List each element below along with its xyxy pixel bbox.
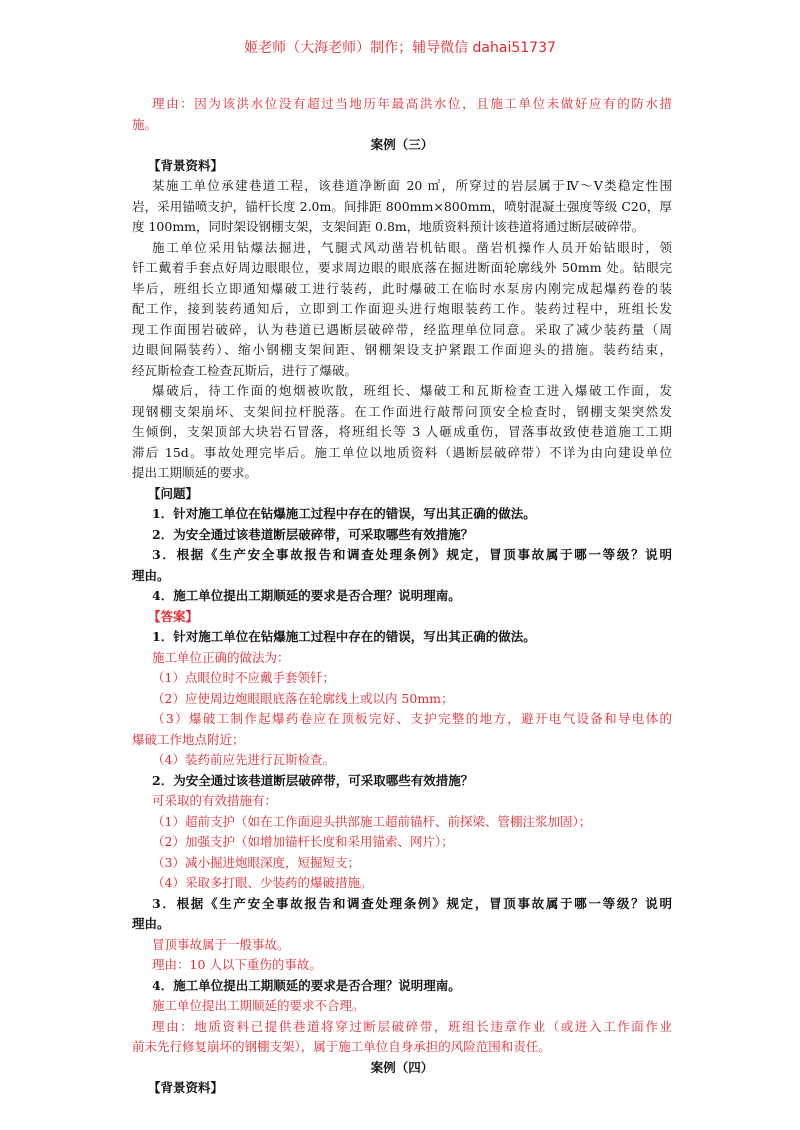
text-line: 1．针对施工单位在钻爆施工过程中存在的错误，写出其正确的做法。 [152, 506, 536, 521]
text-line: 岩，采用锚喷支护，锚杆长度 2.0m。间排距 800mm×800mm，喷射混凝土强度等级 C20，厚 [132, 198, 672, 214]
text-line: 爆破工作地点附近； [132, 731, 245, 747]
text-line: （3）爆破工制作起爆药卷应在顶板完好、支护完整的地方，避开电气设备和导电体的 [152, 711, 672, 726]
text-line: 3．根据《生产安全事故报告和调查处理条例》规定，冒顶事故属于哪一等级？说明 [152, 895, 672, 911]
text-line: 理由：因为该洪水位没有超过当地历年最高洪水位，且施工单位未做好应有的防水措 [152, 96, 672, 111]
text-line: （4）采取多打眼、少装药的爆破措施。 [152, 875, 373, 890]
text-line: 2．为安全通过该巷道断层破碎带，可采取哪些有效措施？ [152, 526, 474, 542]
text-line: 毕后，班组长立即通知爆破工进行装药，此时爆破工在临时水泵房内刚完成起爆药卷的装 [132, 280, 672, 296]
text-line: 【问题】 [148, 485, 199, 501]
text-line: 理由：地质资料已提供巷道将穿过断层破碎带，班组长违章作业（或进入工作面作业 [152, 1018, 672, 1034]
text-line: 4．施工单位提出工期顺延的要求是否合理？说明理南。 [152, 977, 461, 993]
text-line: （3）减小掘进炮眼深度，短掘短支； [152, 854, 360, 870]
text-line: 理由。 [132, 916, 170, 931]
text-line: （1）超前支护（如在工作面迎头拱部施工超前锚杆、前探梁、管棚注浆加固）； [152, 813, 592, 829]
text-line: 【背景资料】 [148, 1080, 224, 1095]
text-line: 施工单位提出工期顺延的要求不合理。 [152, 998, 365, 1013]
text-line: 度 100mm，同时架设钢棚支架，支架间距 0.8m，地质资料预计该巷道将通过断层破碎带。 [132, 219, 645, 234]
document-body [132, 94, 672, 1099]
text-line: 经瓦斯检查工检查瓦斯后，进行了爆破。 [132, 362, 358, 378]
text-line: 前未先行修复崩坏的钢棚支架），属于施工单位自身承担的风险范围和责任。 [132, 1039, 551, 1054]
text-line: 边眼间隔装药）、缩小钢棚支架间距、钢棚架设支护紧跟工作面迎头的措施。装药结束， [132, 342, 672, 357]
text-line: 案例（四） [370, 1059, 434, 1075]
text-line: 施。 [132, 116, 158, 132]
text-line: 理由。 [132, 567, 170, 583]
text-line: 【答案】 [148, 608, 199, 624]
text-line: 生倾倒，支架顶部大块岩石冒落，将班组长等 3 人砸成重伤，冒落事故致使巷道施工工期 [132, 424, 672, 439]
text-line: （2）应使周边炮眼眼底落在轮廓线上或以内 50mm； [152, 690, 454, 706]
text-line: 4．施工单位提出工期顺延的要求是否合理？说明理南。 [152, 588, 461, 603]
text-line: 现工作面围岩破碎，认为巷道已遇断层破碎带，经监理单位同意。采取了减少装药量（周 [132, 321, 672, 337]
text-line: 理由：10 人以下重伤的事故。 [152, 957, 322, 972]
text-line: 滞后 15d。事故处理完毕后。施工单位以地质资料（遇断层破碎带）不详为由向建设单位 [132, 444, 672, 460]
text-line: 案例（三） [370, 137, 434, 152]
text-line: 1．针对施工单位在钻爆施工过程中存在的错误，写出其正确的做法。 [152, 629, 536, 644]
text-line: 【背景资料】 [148, 157, 224, 173]
text-line: （1）点眼位时不应戴手套领钎； [152, 670, 335, 685]
text-line: 2．为安全通过该巷道断层破碎带，可采取哪些有效措施？ [152, 772, 474, 788]
text-line: 可采取的有效措施有： [152, 793, 278, 808]
text-line: 钎工戴着手套点好周边眼眼位，要求周边眼的眼底落在掘进断面轮廓线外 50mm 处。钻眼完 [132, 260, 672, 275]
text-line: （4）装药前应先进行瓦斯检查。 [152, 752, 335, 767]
text-line: 爆破后，待工作面的炮烟被吹散，班组长、爆破工和瓦斯检查工进入爆破工作面，发 [152, 383, 672, 398]
text-line: （2）加强支护（如增加锚杆长度和采用锚索、网片）； [152, 834, 454, 849]
text-line: 配工作，接到装药通知后，立即到工作面迎头进行炮眼装药工作。装药过程中，班组长发 [132, 301, 672, 316]
text-line: 施工单位正确的做法为： [152, 649, 290, 665]
text-line: 冒顶事故属于一般事故。 [152, 936, 290, 952]
page-header: 姬老师（大海老师）制作；辅导微信 dahai51737 [244, 40, 556, 56]
text-line: 3．根据《生产安全事故报告和调查处理条例》规定，冒顶事故属于哪一等级？说明 [152, 547, 672, 562]
text-line: 提出工期顺延的要求。 [132, 465, 258, 480]
text-line: 现钢棚支架崩坏、支架间拉杆脱落。在工作面进行敲帮问顶安全检查时，钢棚支架突然发 [132, 403, 672, 419]
text-line: 施工单位采用钻爆法掘进，气腿式风动凿岩机钻眼。凿岩机操作人员开始钻眼时，领 [152, 239, 672, 255]
text-line: 某施工单位承建巷道工程，该巷道净断面 20 ㎡，所穿过的岩层属于Ⅳ～Ⅴ类稳定性围 [152, 178, 672, 193]
